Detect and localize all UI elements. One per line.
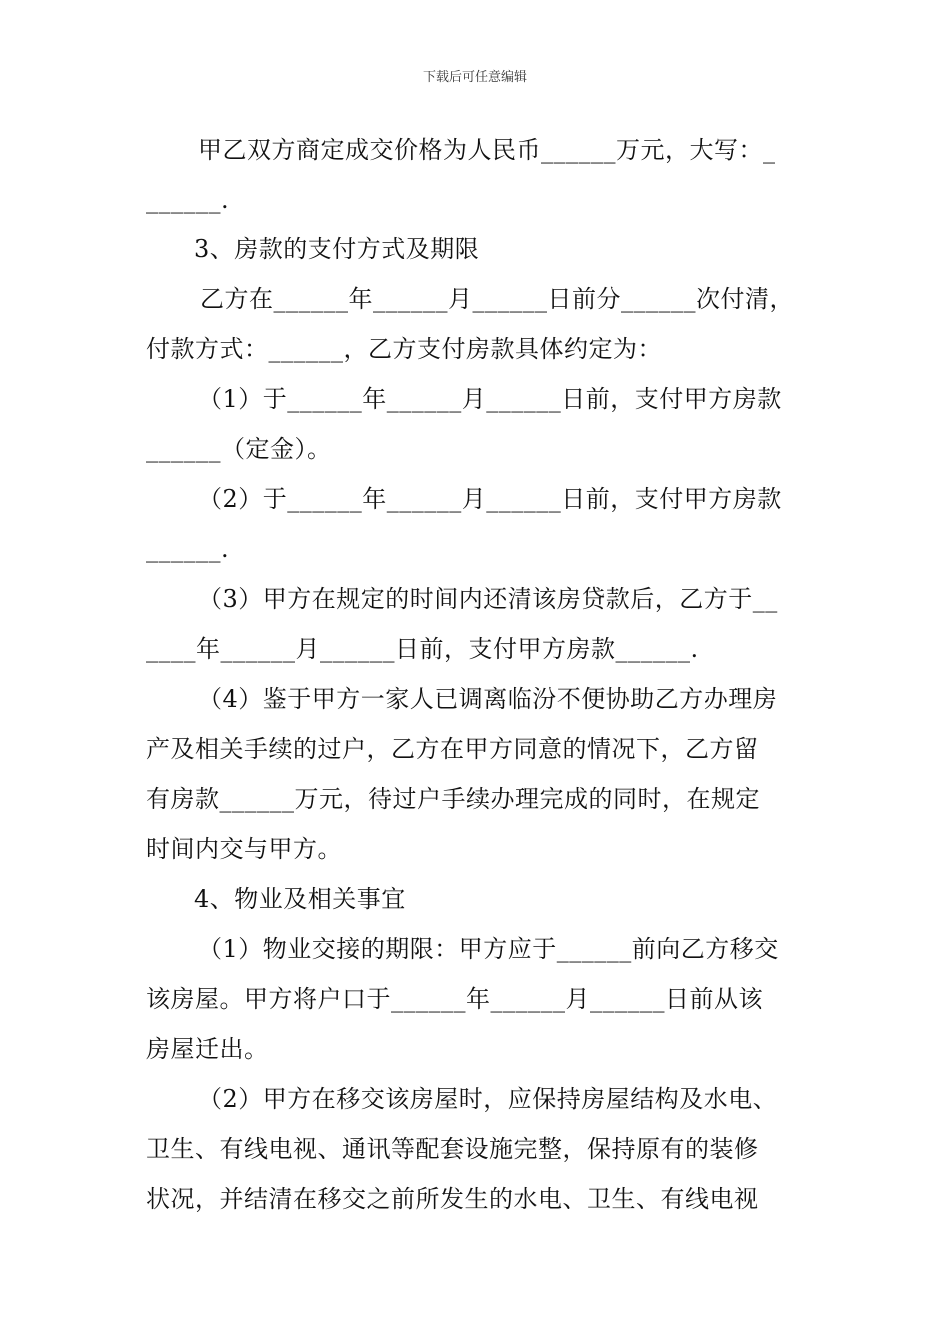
section-heading: 3、房款的支付方式及期限 [194, 235, 480, 263]
paragraph-line: 甲乙双方商定成交价格为人民币______万元，大写：_ [198, 136, 776, 164]
paragraph-line: （4）鉴于甲方一家人已调离临汾不便协助乙方办理房 [198, 685, 778, 713]
paragraph-line: （2）甲方在移交该房屋时，应保持房屋结构及水电、 [198, 1085, 778, 1113]
paragraph-line: ______. [146, 186, 230, 214]
paragraph-line: 时间内交与甲方。 [146, 835, 342, 863]
paragraph-line: 有房款______万元，待过户手续办理完成的同时，在规定 [146, 785, 760, 813]
section-heading: 4、物业及相关事宜 [194, 885, 406, 913]
paragraph-line: 状况，并结清在移交之前所发生的水电、卫生、有线电视 [146, 1185, 759, 1213]
paragraph-line: 该房屋。甲方将户口于______年______月______日前从该 [146, 985, 763, 1013]
paragraph-line: ______（定金）。 [146, 435, 332, 463]
paragraph-line: 付款方式：______，乙方支付房款具体约定为： [146, 335, 662, 363]
paragraph-line: （1）于______年______月______日前，支付甲方房款 [198, 385, 782, 413]
paragraph-line: ______. [146, 535, 230, 563]
paragraph-line: （1）物业交接的期限：甲方应于______前向乙方移交 [198, 935, 779, 963]
paragraph-line: 产及相关手续的过户，乙方在甲方同意的情况下，乙方留 [146, 735, 759, 763]
page-header-note: 下载后可任意编辑 [422, 70, 527, 85]
paragraph-line: （2）于______年______月______日前，支付甲方房款 [198, 485, 782, 513]
paragraph-line: 乙方在______年______月______日前分______次付清， [200, 285, 794, 313]
paragraph-line: 房屋迁出。 [146, 1035, 269, 1063]
paragraph-line: ____年______月______日前，支付甲方房款______. [146, 635, 699, 663]
paragraph-line: 卫生、有线电视、通讯等配套设施完整，保持原有的装修 [146, 1135, 759, 1163]
paragraph-line: （3）甲方在规定的时间内还清该房贷款后，乙方于__ [198, 585, 778, 613]
